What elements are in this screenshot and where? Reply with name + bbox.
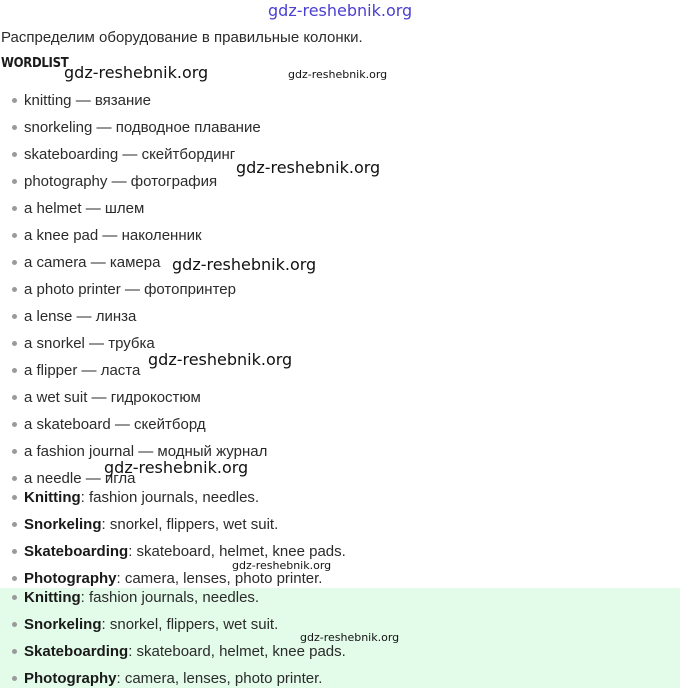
watermark: gdz-reshebnik.org (64, 63, 209, 82)
answer-item (12, 668, 322, 690)
answer-items: : fashion journals, needles. (80, 489, 260, 506)
bullet-icon (12, 576, 17, 581)
wordlist-item (12, 306, 136, 328)
watermark: gdz-reshebnik.org (300, 631, 400, 644)
wordlist-item (12, 171, 217, 193)
wordlist-item-text: snorkeling — подводное плавание (24, 119, 261, 136)
wordlist-item-text: knitting — вязание (24, 92, 152, 109)
wordlist-item-text: a photo printer — фотопринтер (24, 281, 236, 298)
answer-item (12, 514, 278, 536)
bullet-icon (12, 622, 17, 627)
bullet-icon (12, 260, 17, 265)
intro-text: Распределим оборудование в правильные колонки. (1, 29, 363, 46)
bullet-icon (12, 98, 17, 103)
top-watermark: gdz-reshebnik.org (268, 1, 413, 20)
wordlist-item-text: a helmet — шлем (24, 200, 145, 217)
wordlist-item-text: a flipper — ласта (24, 362, 141, 379)
answer-term: Snorkeling (24, 616, 102, 633)
wordlist-item (12, 387, 201, 409)
wordlist-item (12, 252, 160, 274)
wordlist-item-text: a fashion journal — модный журнал (24, 443, 268, 460)
answer-item (12, 487, 259, 509)
bullet-icon (12, 422, 17, 427)
bullet-icon (12, 676, 17, 681)
bullet-icon (12, 495, 17, 500)
bullet-icon (12, 341, 17, 346)
answer-term: Photography (24, 570, 117, 587)
answer-term: Photography (24, 670, 117, 687)
wordlist-item (12, 360, 140, 382)
answer-item (12, 641, 346, 663)
answer-term: Skateboarding (24, 543, 129, 560)
answer-item (12, 587, 259, 609)
answer-items: : snorkel, flippers, wet suit. (101, 516, 279, 533)
wordlist-item-text: a lense — линза (24, 308, 137, 325)
wordlist-item-text: a camera — камера (24, 254, 161, 271)
answer-term: Snorkeling (24, 516, 102, 533)
answer-item (12, 614, 278, 636)
bullet-icon (12, 287, 17, 292)
watermark: gdz-reshebnik.org (104, 458, 249, 477)
bullet-icon (12, 395, 17, 400)
answer-term: Knitting (24, 489, 81, 506)
answer-term: Knitting (24, 589, 81, 606)
wordlist-item-text: photography — фотография (24, 173, 218, 190)
watermark: gdz-reshebnik.org (288, 68, 388, 81)
wordlist-item (12, 279, 236, 301)
bullet-icon (12, 368, 17, 373)
bullet-icon (12, 522, 17, 527)
bullet-icon (12, 449, 17, 454)
wordlist-item (12, 333, 155, 355)
answer-items: : skateboard, helmet, knee pads. (128, 543, 346, 560)
bullet-icon (12, 233, 17, 238)
answer-items: : camera, lenses, photo printer. (116, 570, 323, 587)
bullet-icon (12, 549, 17, 554)
bullet-icon (12, 206, 17, 211)
wordlist-item (12, 144, 235, 166)
bullet-icon (12, 179, 17, 184)
answer-items: : skateboard, helmet, knee pads. (128, 643, 346, 660)
answer-items: : snorkel, flippers, wet suit. (101, 616, 279, 633)
wordlist-title: WORDLIST (1, 56, 69, 71)
bullet-icon (12, 125, 17, 130)
watermark: gdz-reshebnik.org (148, 350, 293, 369)
watermark: gdz-reshebnik.org (236, 158, 381, 177)
wordlist-item (12, 90, 151, 112)
wordlist-item-text: a wet suit — гидрокостюм (24, 389, 201, 406)
wordlist-item (12, 225, 202, 247)
wordlist-item-text: a snorkel — трубка (24, 335, 155, 352)
watermark: gdz-reshebnik.org (232, 559, 332, 572)
wordlist-item (12, 414, 206, 436)
wordlist-item-text: a needle — игла (24, 470, 136, 487)
wordlist-item-text: skateboarding — скейтбординг (24, 146, 236, 163)
answer-term: Skateboarding (24, 643, 129, 660)
bullet-icon (12, 595, 17, 600)
wordlist-item (12, 198, 144, 220)
bullet-icon (12, 649, 17, 654)
answer-items: : fashion journals, needles. (80, 589, 260, 606)
bullet-icon (12, 152, 17, 157)
wordlist-item-text: a knee pad — наколенник (24, 227, 202, 244)
bullet-icon (12, 314, 17, 319)
bullet-icon (12, 476, 17, 481)
wordlist-item (12, 117, 261, 139)
wordlist-item-text: a skateboard — скейтборд (24, 416, 206, 433)
watermark: gdz-reshebnik.org (172, 255, 317, 274)
answer-items: : camera, lenses, photo printer. (116, 670, 323, 687)
